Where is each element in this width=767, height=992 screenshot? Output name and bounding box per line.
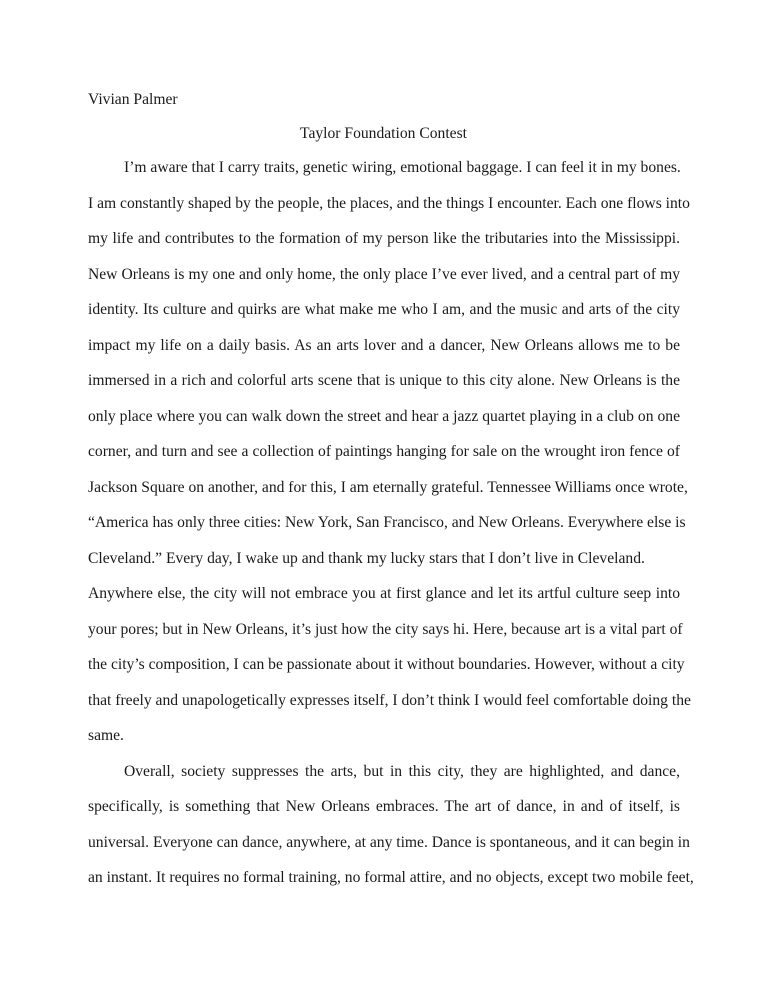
essay-title: Taylor Foundation Contest: [300, 125, 467, 142]
text-line: that freely and unapologetically expresses itself, I don’t think I would feel comfortable doing the: [88, 691, 691, 709]
text-line: impact my life on a daily basis. As an arts lover and a dancer, New Orleans allows me to be: [88, 336, 680, 354]
text-line: I am constantly shaped by the people, the places, and the things I encounter. Each one flows into: [88, 194, 690, 212]
text-line: I’m aware that I carry traits, genetic wiring, emotional baggage. I can feel it in my bones.: [124, 159, 681, 176]
text-line: only place where you can walk down the street and hear a jazz quartet playing in a club on one: [88, 407, 680, 425]
text-line: the city’s composition, I can be passionate about it without boundaries. However, without a city: [88, 656, 685, 673]
paragraph-2: [88, 754, 694, 896]
text-line: “America has only three cities: New York, San Francisco, and New Orleans. Everywhere else is: [88, 514, 686, 531]
text-line: New Orleans is my one and only home, the only place I’ve ever lived, and a central part of my: [88, 265, 680, 283]
text-line: Jackson Square on another, and for this, I am eternally grateful. Tennessee Williams once wrote,: [88, 478, 688, 496]
essay-body: [88, 150, 694, 896]
text-line: my life and contributes to the formation of my person like the tributaries into the Mississippi.: [88, 230, 680, 247]
text-line: immersed in a rich and colorful arts scene that is unique to this city alone. New Orleans is the: [88, 372, 680, 389]
text-line: Overall, society suppresses the arts, but in this city, they are highlighted, and dance,: [124, 762, 680, 780]
author-name: Vivian Palmer: [88, 91, 178, 108]
text-line: corner, and turn and see a collection of paintings hanging for sale on the wrought iron fence of: [88, 443, 680, 460]
text-line: same.: [88, 727, 124, 744]
text-line: Anywhere else, the city will not embrace you at first glance and let its artful culture seep into: [88, 585, 680, 602]
text-line: your pores; but in New Orleans, it’s just how the city says hi. Here, because art is a vital part of: [88, 620, 683, 638]
text-line: identity. Its culture and quirks are what make me who I am, and the music and arts of the city: [88, 301, 680, 318]
text-line: specifically, is something that New Orleans embraces. The art of dance, in and of itself, is: [88, 798, 680, 815]
text-line: universal. Everyone can dance, anywhere, at any time. Dance is spontaneous, and it can begin in: [88, 833, 690, 851]
text-line: Cleveland.” Every day, I wake up and thank my lucky stars that I don’t live in Cleveland.: [88, 549, 645, 567]
text-line: an instant. It requires no formal training, no formal attire, and no objects, except two mobile feet,: [88, 869, 694, 886]
paragraph-1: [88, 150, 691, 754]
